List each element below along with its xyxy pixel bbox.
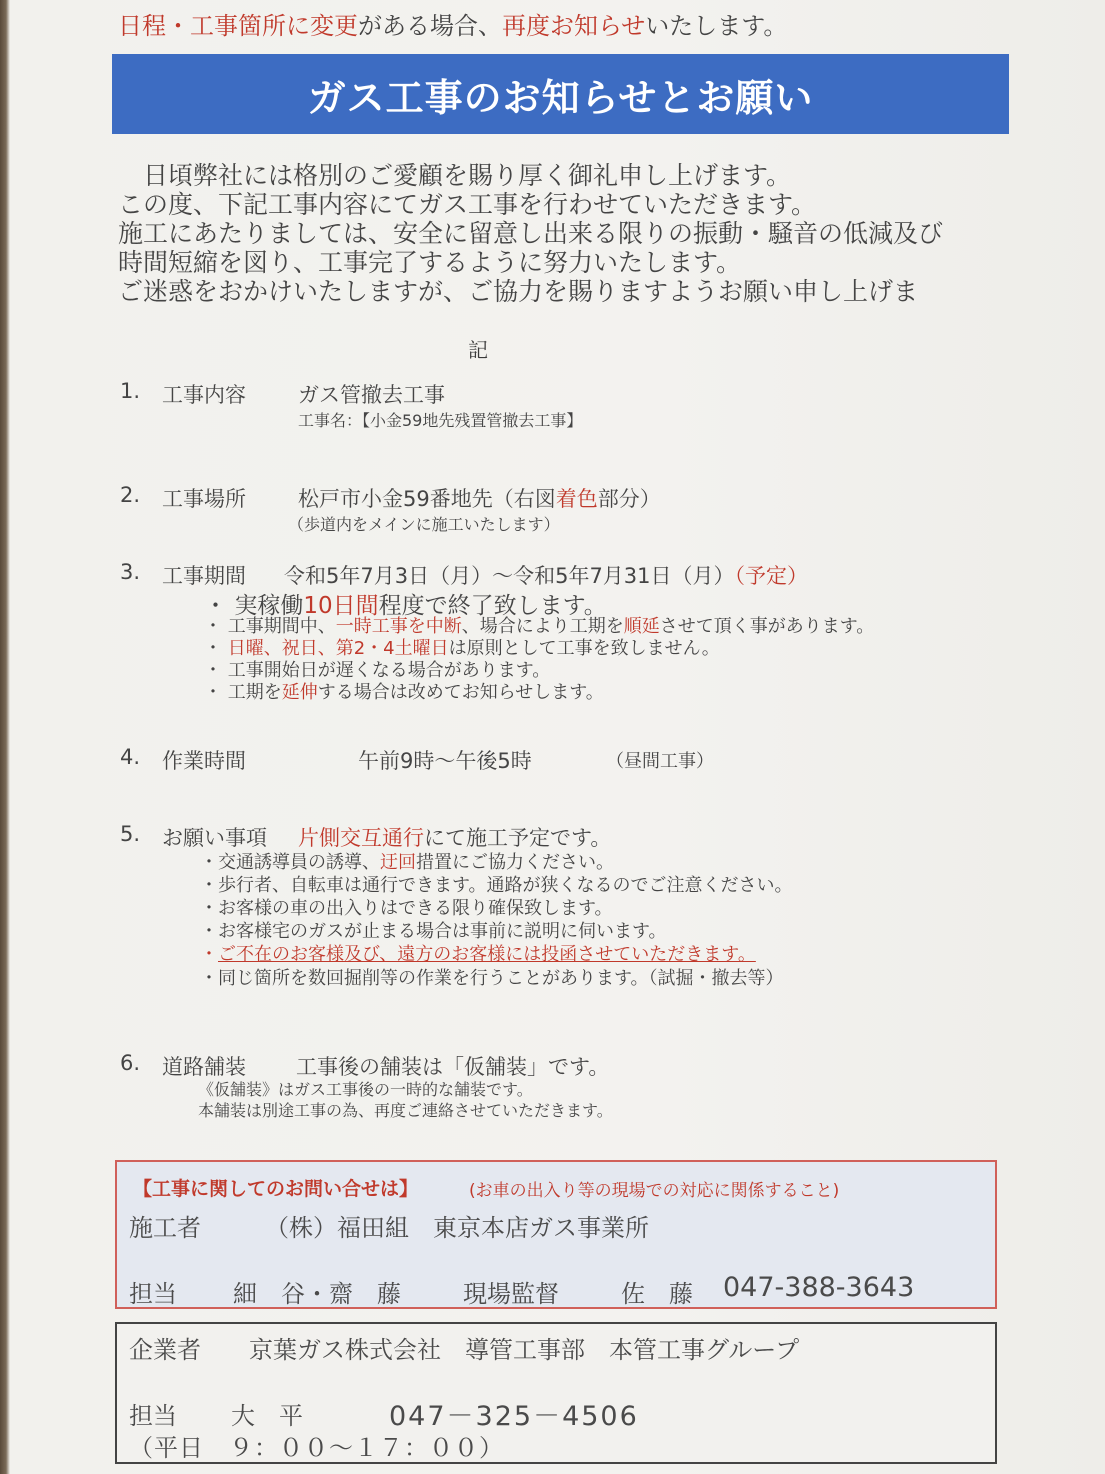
bullet-dot: ・ [200,968,218,989]
contact-heading: 【工事に関してのお問い合せは】 [133,1178,419,1200]
title-banner [112,54,1009,134]
bullet-dot: ・ [204,638,222,659]
company-contact-box [115,1322,997,1464]
section-number: 4. [120,745,141,769]
value-part: 令和5年7月3日（月）～令和5年7月31日（月） [284,564,735,588]
section-label: 作業時間 [162,749,246,773]
bullet-item [200,940,756,966]
value-part: 松戸市小金59番地先（右図 [298,487,556,511]
value-part-red: 片側交互通行 [298,826,424,850]
section-value [298,483,661,513]
value-part: にて施工予定です。 [424,826,612,850]
top-note-part: がある場合、 [358,12,502,40]
bullet-dot: ・ [200,944,218,965]
bullet-part: 工事開始日が遅くなる場合があります。 [227,660,551,681]
bullet-part-red: 10日間 [303,593,379,619]
section-number: 1. [120,379,141,403]
top-note [118,6,787,41]
top-note-part: いたします。 [645,12,788,40]
ki-heading: 記 [468,338,488,362]
bullet-item [204,678,604,704]
bullet-part: 実稼働 [234,593,304,619]
bullet-part: 交通誘導員の誘導、 [218,852,380,873]
bullet-dot: ・ [200,852,218,873]
section-value: 工事後の舗装は「仮舗装」です。 [296,1055,610,1079]
section-value: 午前9時～午後5時 [358,749,532,773]
top-note-part: 変更 [310,12,358,40]
section-sub: （歩道内をメインに施工いたします） [288,515,560,534]
top-note-part: 日程・工事箇所に [118,12,310,40]
company-staff-label: 担当 [129,1402,177,1430]
bullet-part: お客様の車の出入りはできる限り確保致します。 [218,898,613,919]
section-number: 2. [120,483,141,507]
section-number: 5. [120,822,141,846]
section-number: 6. [120,1051,141,1075]
staff-label: 担当 [129,1280,177,1308]
section-sub: 《仮舗装》はガス工事後の一時的な舗装です。 [198,1080,533,1099]
supervisor-label: 現場監督 [463,1280,559,1308]
bullet-part-red: 日曜、祝日、第2・4土曜日 [227,638,449,659]
value-part-red: 着色 [555,487,598,511]
section-sub: 工事名：【小金59地先残置管撤去工事】 [298,411,583,430]
bullet-part-red: 一時工事を中断 [335,616,462,637]
value-part-red: （予定） [734,564,809,588]
bullet-part-red: 迂回 [380,852,416,873]
bullet-part-red: ご不在のお客様及び、遠方のお客様には投函させていただきます。 [218,944,756,965]
section-number: 3. [120,560,141,584]
bullet-part-red: 順延 [623,616,660,637]
contact-heading-note: (お車の出入り等の現場での対応に関係すること) [469,1181,840,1201]
section-label: お願い事項 [162,826,267,850]
company-phone: 047－325－4506 [389,1401,639,1432]
bullet-part: 程度で終了致します。 [378,593,607,619]
section-label: 工事内容 [162,383,246,407]
bullet-part: させて頂く事があります。 [659,616,875,637]
bullet-part: お客様宅のガスが止まる場合は事前に説明に伺います。 [218,921,667,942]
bullet-dot: ・ [200,875,218,896]
bullet-part: する場合は改めてお知らせします。 [317,682,604,703]
section-label: 工事場所 [162,487,246,511]
bullet-part: 同じ箇所を数回掘削等の作業を行うことがあります。（試掘・撤去等） [218,968,784,989]
company-value: 京葉ガス株式会社 導管工事部 本管工事グループ [249,1336,800,1364]
bullet-part: 措置にご協力ください。 [416,852,614,873]
bullet-dot: ・ [200,921,218,942]
bullet-part: 、場合により工期を [461,616,624,637]
contractor-phone: 047-388-3643 [723,1272,915,1303]
top-note-part: 再度お知らせ [502,12,646,40]
company-staff-value: 大 平 [231,1402,303,1430]
intro-line: ご迷惑をおかけいたしますが、ご協力を賜りますようお願い申し上げま [118,277,919,306]
bullet-part: は原則として工事を致しません。 [448,638,720,659]
section-value-note: （昼間工事） [606,751,714,772]
contractor-label: 施工者 [129,1214,201,1242]
bullet-dot: ・ [204,682,222,703]
section-label: 工事期間 [162,564,246,588]
section-value [284,560,808,590]
section-label: 道路舗装 [162,1055,246,1079]
company-hours: （平日 ９：００～１７：００） [129,1434,504,1462]
contractor-contact-box [115,1160,997,1309]
intro-line: 時間短縮を図り、工事完了するように努力いたします。 [118,248,742,277]
bullet-part-red: 延伸 [281,682,318,703]
section-sub: 本舗装は別途工事の為、再度ご連絡させていただきます。 [198,1101,613,1120]
section-value: ガス管撤去工事 [298,383,445,407]
bullet-part: 歩行者、自転車は通行できます。通路が狭くなるのでご注意ください。 [218,875,793,896]
bullet-dot: ・ [204,593,227,619]
supervisor-value: 佐 藤 [621,1280,693,1308]
banner-title: ガス工事のお知らせとお願い [307,75,814,120]
bullet-dot: ・ [204,660,222,681]
intro-line: 日頃弊社には格別のご愛顧を賜り厚く御礼申し上げます。 [118,161,792,190]
staff-value: 細 谷・齋 藤 [233,1280,401,1308]
value-part: 部分） [597,487,661,511]
bullet-part: 工事期間中、 [227,616,336,637]
intro-line: 施工にあたりましては、安全に留意し出来る限りの振動・騒音の低減及び [118,219,944,248]
company-label: 企業者 [129,1336,201,1364]
intro-line: この度、下記工事内容にてガス工事を行わせていただきます。 [118,190,817,219]
bullet-item [200,964,784,990]
bullet-dot: ・ [200,898,218,919]
contractor-value: （株）福田組 東京本店ガス事業所 [265,1214,649,1242]
bullet-dot: ・ [204,616,222,637]
bullet-part: 工期を [227,682,282,703]
